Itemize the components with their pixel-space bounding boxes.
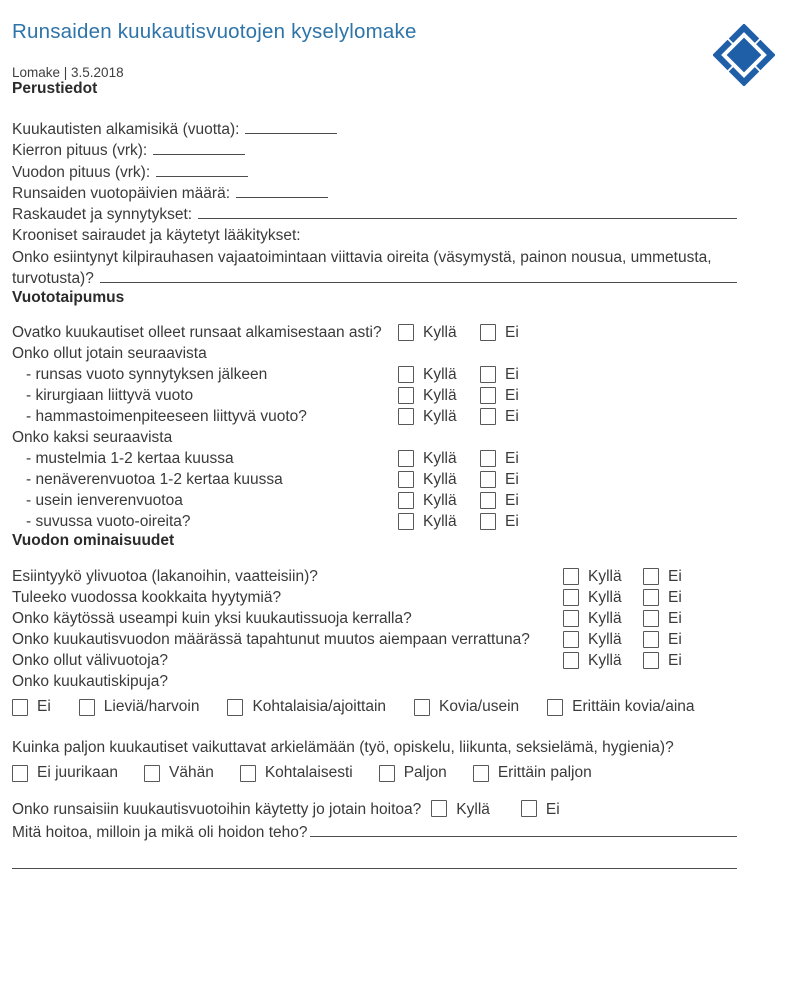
question-label: - mustelmia 1-2 kertaa kuussa	[26, 450, 234, 468]
impact-option-kohtalaisesti	[240, 764, 353, 782]
question-label: - kirurgiaan liittyvä vuoto	[26, 387, 194, 405]
impact-option-vahan	[144, 764, 214, 782]
pain-option-ei	[12, 698, 51, 716]
impact-option-ei-juurikaan	[12, 764, 118, 782]
section-heading-perustiedot: Perustiedot	[12, 80, 98, 97]
header	[12, 20, 737, 80]
question-label: Onko kuukautisvuodon määrässä tapahtunut muutos aiempaan verrattuna?	[12, 631, 530, 649]
section-heading-vuototaipumus: Vuototaipumus	[12, 289, 125, 307]
pain-option-kovia	[414, 698, 519, 716]
question-label: - suvussa vuoto-oireita?	[26, 513, 191, 531]
answer-blank-line[interactable]	[12, 868, 737, 869]
impact-question: Kuinka paljon kuukautiset vaikuttavat arkielämään (työ, opiskelu, liikunta, seksielämä, hygienia)?	[12, 739, 674, 757]
yn-row-valivuodot	[12, 650, 737, 671]
checkbox-ei[interactable]	[480, 471, 496, 488]
option-label: Ei juurikaan	[37, 764, 118, 782]
checkbox-label: Ei	[505, 324, 519, 342]
yn-row-runsaat-alusta	[12, 322, 737, 343]
yn-row-maaran-muutos	[12, 629, 737, 650]
question-label: Ovatko kuukautiset olleet runsaat alkamisestaan asti?	[12, 324, 382, 342]
checkbox-ei[interactable]	[643, 610, 659, 627]
checkbox-label: Kyllä	[588, 589, 622, 607]
impact-option-erittain-paljon	[473, 764, 592, 782]
group-label-row	[12, 427, 737, 448]
checkbox-kylla[interactable]	[563, 652, 579, 669]
field-row-vuotopaivien-maara	[12, 183, 737, 204]
pain-question-row	[12, 671, 737, 692]
field-label: Kuukautisten alkamisikä (vuotta):	[12, 121, 240, 138]
question-label: Onko kuukautiskipuja?	[12, 673, 168, 691]
field-label: Raskaudet ja synnytykset:	[12, 206, 193, 224]
checkbox-label: Kyllä	[588, 652, 622, 670]
checkbox-kylla[interactable]	[563, 568, 579, 585]
answer-blank[interactable]	[153, 141, 245, 155]
yn-row-suvussa-oireita	[12, 511, 737, 532]
question-label: - hammastoimenpiteeseen liittyvä vuoto?	[26, 408, 307, 426]
pain-option-kohtalaisia	[227, 698, 386, 716]
checkbox-label: Kyllä	[423, 450, 457, 468]
checkbox-ei[interactable]	[480, 366, 496, 383]
checkbox-label: Ei	[545, 801, 560, 819]
checkbox-label: Ei	[505, 450, 519, 468]
checkbox-ei[interactable]	[480, 492, 496, 509]
answer-blank[interactable]	[236, 184, 328, 198]
treatment-detail-row	[12, 822, 737, 843]
field-label: Onko esiintynyt kilpirauhasen vajaatoimintaan viittavia oireita (väsymystä, painon nousua, ummetusta,	[12, 248, 712, 266]
question-label: Mitä hoitoa, milloin ja mikä oli hoidon teho?	[12, 824, 308, 842]
question-label: Esiintyykö ylivuotoa (lakanoihin, vaatteisiin)?	[12, 568, 318, 586]
form-version-date: Lomake | 3.5.2018	[12, 65, 124, 80]
impact-options-row	[12, 762, 737, 784]
checkbox-kylla[interactable]	[398, 513, 414, 530]
checkbox-label: Ei	[505, 513, 519, 531]
checkbox-pain-4[interactable]	[547, 699, 563, 716]
checkbox-kylla[interactable]	[398, 450, 414, 467]
field-label: Kierron pituus (vrk):	[12, 142, 148, 160]
field-row-krooniset-sairaudet	[12, 225, 737, 246]
checkbox-impact-1[interactable]	[144, 765, 160, 782]
field-row-kilpirauhanen-line2	[12, 268, 737, 289]
checkbox-label: Kyllä	[588, 631, 622, 649]
checkbox-label: Kyllä	[423, 408, 457, 426]
checkbox-impact-0[interactable]	[12, 765, 28, 782]
field-row-alkamisika	[12, 119, 737, 140]
question-label: - nenäverenvuotoa 1-2 kertaa kuussa	[26, 471, 283, 489]
group-label: Onko kaksi seuraavista	[12, 429, 173, 447]
option-label: Paljon	[403, 764, 447, 782]
checkbox-kylla[interactable]	[398, 492, 414, 509]
option-label: Erittäin kovia/aina	[572, 698, 695, 716]
checkbox-pain-1[interactable]	[79, 699, 95, 716]
question-label: Onko runsaisiin kuukautisvuotoihin käytetty jo jotain hoitoa?	[12, 801, 422, 819]
checkbox-kylla[interactable]	[398, 387, 414, 404]
field-label: turvotusta)?	[12, 270, 94, 288]
checkbox-pain-3[interactable]	[414, 699, 430, 716]
yn-row-synnytysvuoto	[12, 364, 737, 385]
checkbox-label: Kyllä	[423, 513, 457, 531]
answer-blank[interactable]	[100, 269, 737, 283]
checkbox-ei[interactable]	[480, 408, 496, 425]
checkbox-kylla[interactable]	[563, 631, 579, 648]
question-label: Onko käytössä useampi kuin yksi kuukautissuoja kerralla?	[12, 610, 412, 628]
field-row-kilpirauhanen-line1	[12, 247, 737, 268]
checkbox-kylla[interactable]	[431, 800, 447, 817]
option-label: Lieviä/harvoin	[103, 698, 200, 716]
section-heading-vuodon-ominaisuudet: Vuodon ominaisuudet	[12, 532, 175, 550]
treatment-block	[12, 799, 737, 869]
tendency-rows	[12, 322, 737, 532]
checkbox-label: Kyllä	[423, 471, 457, 489]
pain-option-lievia	[79, 698, 200, 716]
checkbox-kylla[interactable]	[398, 471, 414, 488]
checkbox-label: Ei	[505, 492, 519, 510]
checkbox-ei[interactable]	[643, 652, 659, 669]
checkbox-label: Ei	[668, 568, 682, 586]
checkbox-label: Kyllä	[423, 366, 457, 384]
option-label: Vähän	[169, 764, 214, 782]
treatment-question-row	[12, 799, 737, 821]
field-row-vuodon-pituus	[12, 162, 737, 183]
field-label: Krooniset sairaudet ja käytetyt lääkitykset:	[12, 227, 301, 245]
yn-row-nenaverenvuoto	[12, 469, 737, 490]
checkbox-label: Kyllä	[456, 801, 490, 819]
pain-options-row	[12, 696, 737, 718]
question-label: Onko ollut välivuotoja?	[12, 652, 168, 670]
pain-option-erittain-kovia	[547, 698, 694, 716]
field-row-raskaudet	[12, 204, 737, 225]
checkbox-label: Ei	[505, 471, 519, 489]
page-title: Runsaiden kuukautisvuotojen kyselylomake	[12, 20, 417, 43]
checkbox-label: Kyllä	[588, 610, 622, 628]
checkbox-label: Ei	[505, 408, 519, 426]
yn-row-useampi-suoja	[12, 608, 737, 629]
yn-row-mustelmia	[12, 448, 737, 469]
impact-option-paljon	[379, 764, 447, 782]
answer-blank[interactable]	[156, 163, 248, 177]
checkbox-label: Kyllä	[423, 492, 457, 510]
checkbox-label: Ei	[668, 610, 682, 628]
checkbox-kylla[interactable]	[563, 589, 579, 606]
option-label: Kohtalaisia/ajoittain	[252, 698, 387, 716]
basics-fill-rows	[12, 119, 737, 289]
checkbox-ei[interactable]	[480, 387, 496, 404]
option-label: Ei	[37, 698, 51, 716]
checkbox-impact-4[interactable]	[473, 765, 489, 782]
checkbox-pain-0[interactable]	[12, 699, 28, 716]
checkbox-label: Kyllä	[423, 387, 457, 405]
checkbox-label: Kyllä	[423, 324, 457, 342]
checkbox-impact-2[interactable]	[240, 765, 256, 782]
yn-row-kirurgiavuoto	[12, 385, 737, 406]
checkbox-ei[interactable]	[521, 800, 537, 817]
option-label: Kovia/usein	[439, 698, 520, 716]
yn-row-ylivuoto	[12, 566, 737, 587]
checkbox-ei[interactable]	[480, 324, 496, 341]
yn-row-hyytymia	[12, 587, 737, 608]
question-label: - usein ienverenvuotoa	[26, 492, 183, 510]
question-label: - runsas vuoto synnytyksen jälkeen	[26, 366, 268, 384]
checkbox-ei[interactable]	[643, 589, 659, 606]
checkbox-pain-2[interactable]	[227, 699, 243, 716]
impact-block	[12, 737, 737, 784]
answer-blank[interactable]	[310, 823, 737, 837]
checkbox-label: Ei	[668, 631, 682, 649]
checkbox-kylla[interactable]	[563, 610, 579, 627]
answer-blank[interactable]	[198, 205, 737, 219]
group-label-row	[12, 343, 737, 364]
yn-row-ienverenvuoto	[12, 490, 737, 511]
checkbox-ei[interactable]	[480, 450, 496, 467]
checkbox-ei[interactable]	[643, 631, 659, 648]
field-row-kierron-pituus	[12, 140, 737, 161]
option-label: Erittäin paljon	[497, 764, 592, 782]
field-label: Vuodon pituus (vrk):	[12, 163, 151, 181]
checkbox-ei[interactable]	[643, 568, 659, 585]
diamond-logo-icon	[713, 24, 775, 86]
group-label: Onko ollut jotain seuraavista	[12, 345, 207, 363]
field-label: Runsaiden vuotopäivien määrä:	[12, 184, 230, 202]
checkbox-label: Kyllä	[588, 568, 622, 586]
checkbox-kylla[interactable]	[398, 408, 414, 425]
checkbox-impact-3[interactable]	[379, 765, 395, 782]
yn-row-hammastoimenpide	[12, 406, 737, 427]
answer-blank[interactable]	[245, 120, 337, 134]
checkbox-label: Ei	[668, 589, 682, 607]
question-label: Tuleeko vuodossa kookkaita hyytymiä?	[12, 589, 282, 607]
characteristics-rows	[12, 566, 737, 692]
checkbox-label: Ei	[505, 387, 519, 405]
checkbox-kylla[interactable]	[398, 324, 414, 341]
checkbox-label: Ei	[505, 366, 519, 384]
checkbox-label: Ei	[668, 652, 682, 670]
checkbox-ei[interactable]	[480, 513, 496, 530]
checkbox-kylla[interactable]	[398, 366, 414, 383]
option-label: Kohtalaisesti	[264, 764, 353, 782]
